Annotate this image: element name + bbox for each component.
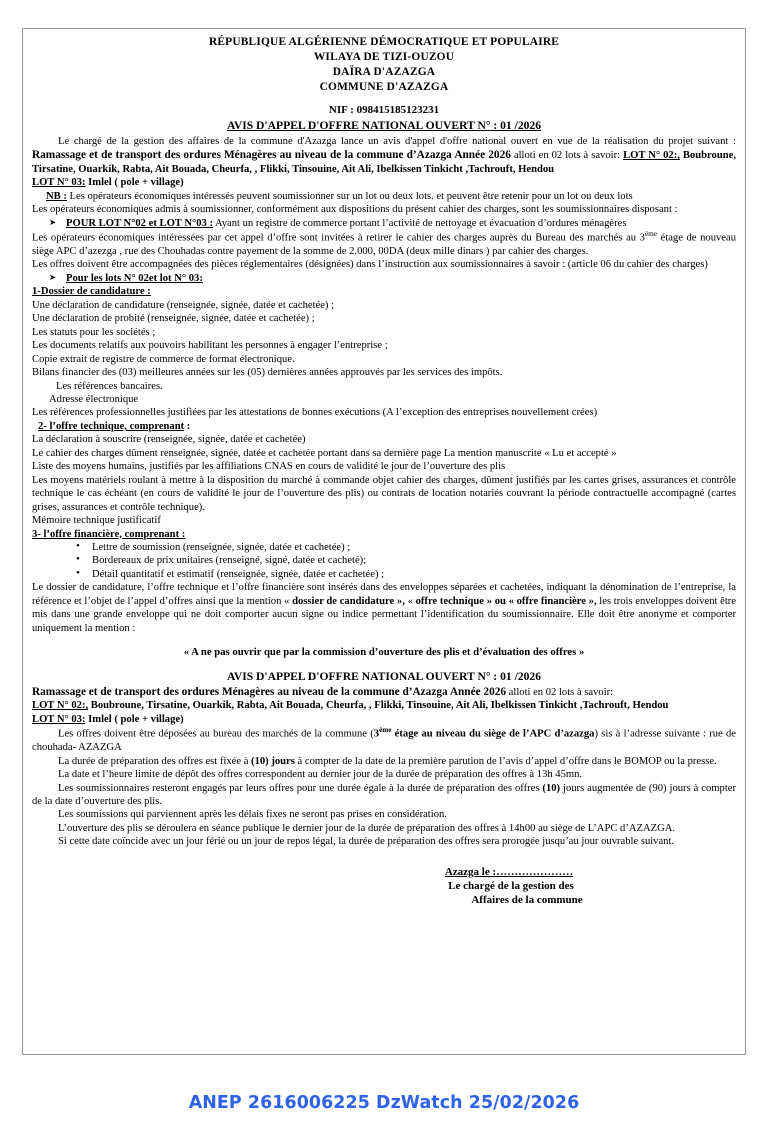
arrow-lots-text: Ayant un registre de commerce portant l’activité de nettoyage et évacuation d’ordures ménagères: [212, 217, 627, 229]
section2-item: Les moyens matériels roulant à mettre à la disposition du marché à commande objet cahier des charges, dûment justifiés par les cartes grises, assurances et contrôle technique le cas échéant (en cours de validité le jour de l’ouverture des plis) ou contrats de location notariés couvrant la période contractuelle accompagné (cartes grises, assurances et contrôle technique).: [32, 474, 736, 513]
signature-role-line-2: Affaires de la commune: [471, 894, 583, 907]
signature-block: [32, 865, 736, 908]
intro-object: Ramassage et de transport des ordures Ménagères au niveau de la commune d’Azazga Année 2026: [32, 149, 511, 162]
letterhead-line-1: RÉPUBLIQUE ALGÉRIENNE DÉMOCRATIQUE ET POPULAIRE: [208, 36, 560, 48]
section3-bullet: • Bordereaux de prix unitaires (renseigné, signé, datée et cacheté);: [32, 554, 736, 567]
recap-object-row: [32, 685, 736, 699]
engagement-text-a: Les soumissionnaires resteront engagés par leurs offres pour une durée égale à la durée de préparation des offres: [58, 782, 543, 794]
arrow-lots-label: POUR LOT N°02 et LOT N°03 :: [66, 217, 213, 229]
signature-date: Azazga le :…………………: [444, 865, 574, 878]
recap-object: Ramassage et de transport des ordures Ménagères au niveau de la commune d’Azazga Année 2026: [32, 685, 507, 698]
intro-text-a: Le chargé de la gestion des affaires de la commune d'Azazga lance un avis d'appel d'offre national ouvert en vue de la réalisation du projet suivant :: [58, 135, 736, 147]
intro-lot03-value: Imlel ( pole + village): [85, 177, 184, 189]
depot-text-c: ) sis à l’adresse suivante : rue de chouhada- AZAZGA: [32, 728, 736, 754]
enveloppes-bold-1: dossier de candidature »,: [292, 595, 405, 607]
arrow-item-pour-lots: [32, 272, 736, 285]
recap-lot02-list: Boubroune, Tirsatine, Ouarkik, Rabta, Ait Bouada, Cheurfa, , Flikki, Tinsouine, Ait Ali, Ibelkissen Tinkicht ,Tachrouft, Hendou: [88, 700, 669, 712]
ferie-paragraph: Si cette date coïncide avec un jour férié ou un jour de repos légal, la durée de préparation des offres sera prorogée jusqu’au jour ouvrable suivant.: [58, 836, 675, 848]
section2-title-text: 2- l’offre technique, comprenant: [38, 420, 185, 432]
nb-label: NB :: [46, 190, 67, 202]
intro-text-b: alloti en 02 lots à savoir:: [510, 150, 624, 162]
section3-bullet: • Lettre de soumission (renseignée, signée, datée et cachetée) ;: [32, 541, 736, 554]
limite-paragraph: La date et l’heure limite de dépôt des offres correspondent au dernier jour de la durée de préparation des offres à 13h 45mn.: [58, 769, 583, 781]
depot-text-a: Les offres doivent être déposées au bureau des marchés de la commune (: [58, 728, 374, 740]
enveloppes-mid: «: [404, 595, 416, 607]
intro-lot02-label: LOT N° 02:,: [623, 150, 680, 162]
section1-item: Les statuts pour les sociétés ;: [32, 326, 156, 338]
section2-title: [32, 420, 736, 433]
section1-sub-item: Adresse électronique: [49, 394, 139, 406]
letterhead-line-2: WILAYA DE TIZI-OUZOU: [313, 51, 455, 64]
signature-role-line-1: Le chargé de la gestion des: [448, 880, 574, 893]
section1-item: Copie extrait de registre de commerce de format électronique.: [32, 353, 295, 365]
nb-paragraph: [32, 190, 736, 203]
duree-text-c: à compter de la date de la première parution de l’avis d’appel d’offre dans le BOMOP ou la presse.: [294, 755, 717, 767]
recap-object-rest: alloti en 02 lots à savoir:: [506, 686, 614, 698]
letterhead-line-3: DAÏRA D'AZAZGA: [332, 66, 436, 79]
nb-paragraph-2: Les opérateurs économiques admis à soumissionner, conformément aux dispositions du présent cahier des charges, sont les soumissionnaires disposant :: [32, 204, 678, 216]
intro-paragraph: [32, 135, 736, 176]
intro-lot03-row: [32, 176, 736, 189]
tender-title: AVIS D'APPEL D'OFFRE NATIONAL OUVERT N° : 01 /2026: [226, 119, 542, 133]
section2-title-colon: :: [184, 420, 191, 432]
section2-item: Liste des moyens humains, justifiés par les affiliations CNAS en cours de validité le jour de l’ouverture des plis: [32, 461, 506, 473]
ouverture-paragraph: L’ouverture des plis se déroulera en séance publique le dernier jour de la durée de préparation des offres à 14h00 au siège de L’APC d’AZAZGA.: [58, 822, 676, 834]
retard-paragraph: Les soumissions qui parviennent après les délais fixes ne seront pas prises en considération.: [58, 809, 447, 821]
retrait-paragraph: [32, 230, 736, 258]
anep-footer: ANEP 2616006225 DzWatch 25/02/2026: [188, 1093, 580, 1113]
section2-item: Mémoire technique justificatif: [32, 515, 161, 527]
depot-floor-text: étage au niveau du siège de l’APC d’azazga: [391, 728, 595, 740]
section1-item: Une déclaration de candidature (renseignée, signée, datée et cachetée) ;: [32, 299, 335, 311]
arrow-pour-lots-label: Pour les lots N° 02et lot N° 03:: [66, 272, 203, 284]
retrait-text-b: étage de nouveau siège APC d’azezga , rue des Chouhadas contre payement de la somme de 2.000, 00DA (deux mille dinars ) par cahier des charges.: [32, 232, 736, 258]
section1-item: Une déclaration de probité (renseignée, signée, datée et cachetée) ;: [32, 313, 315, 325]
section2-item: La déclaration à souscrire (renseignée, signée, datée et cachetée): [32, 434, 306, 446]
section2-item: Le cahier des charges dûment renseignée, signée, datée et cachetée portant dans sa dernière page La mention manuscrite « Lu et accepté »: [32, 447, 617, 459]
depot-paragraph: [32, 726, 736, 754]
section1-sub-item: Les références bancaires.: [56, 380, 163, 392]
section1-item-last: Les références professionnelles justifiées par les attestations de bonnes exécutions (A l’exception des entreprises nouvellement crées): [32, 407, 598, 419]
engagement-days: (10): [542, 782, 561, 794]
document-body: [23, 29, 745, 908]
duree-days: (10) jours: [251, 755, 295, 767]
retrait-ordinal: ème: [644, 230, 657, 239]
section1-item: Les documents relatifs aux pouvoirs habilitant les personnes à engager l’entreprise ;: [32, 340, 388, 352]
enveloppes-text-b: les trois enveloppes doivent être mis dans une grande enveloppe qui ne doit comporter aucun signe ou indice permettant l’identification du soumissionnaire. Elle doit être anonyme et comporter uniquement la mention :: [32, 595, 737, 634]
pieces-paragraph: Les offres doivent être accompagnées des pièces réglementaires (désignées) dans l’instruction aux soumissionnaires à savoir : (article 06 du cahier des charges): [32, 259, 708, 271]
document-page: [22, 28, 746, 1055]
nb-text: Les opérateurs économiques intéressés peuvent soumissionner sur un lot ou deux lots. et peuvent être retenir pour un lot ou deux lots: [66, 190, 633, 202]
arrow-item-lots: [32, 217, 736, 230]
section3-title-text: 3- l’offre financière, comprenant :: [32, 528, 186, 540]
section3-bullet: • Détail quantitatif et estimatif (renseignée, signée, datée et cachetée) ;: [32, 568, 736, 581]
recap-lot02-label: LOT N° 02:,: [32, 700, 89, 712]
intro-lot03-label: LOT N° 03:: [32, 177, 86, 189]
engagement-paragraph: [32, 782, 736, 809]
retrait-text-a: Les opérateurs économiques intéressées par cet appel d’offre sont invitées à retirer le cahier des charges auprès du Bureau des marchés au 3: [32, 232, 645, 244]
section3-title: [32, 528, 736, 541]
depot-floor-number: 3: [373, 728, 380, 740]
letterhead: [32, 35, 736, 95]
section1-title-text: 1-Dossier de candidature :: [32, 286, 151, 298]
recap-lot03-row: [32, 713, 736, 726]
mention-anonyme: « A ne pas ouvrir que par la commission d’ouverture des plis et d’évaluation des offres »: [183, 645, 585, 658]
recap-lot03-label: LOT N° 03:: [32, 713, 86, 725]
enveloppes-paragraph: [32, 581, 736, 635]
nif-number: NIF : 098415185123231: [328, 104, 440, 117]
recap-tender-title: AVIS D'APPEL D'OFFRE NATIONAL OUVERT N° : 01 /2026: [226, 670, 542, 684]
duree-paragraph: [32, 755, 736, 768]
recap-lot03-value: Imlel ( pole + village): [85, 713, 184, 725]
section1-title: [32, 285, 736, 298]
enveloppes-text-a: Le dossier de candidature, l’offre technique et l’offre financière sont insérés dans des enveloppes séparées et cachetées, indiquant la dénomination de l’entreprise, la référence et l’objet de l’appel d’offres ainsi que la mention «: [32, 582, 736, 607]
section1-item: Bilans financier des (03) meilleures années sur les (05) dernières années approuvés par les services des impôts.: [32, 367, 503, 379]
engagement-text-c: jours augmentée de (90) jours à compter de la date d’ouverture des plis.: [32, 782, 737, 807]
enveloppes-bold-2: offre technique » ou « offre financière »,: [415, 595, 597, 607]
duree-text-a: La durée de préparation des offres est fixée à: [58, 755, 252, 767]
intro-lot02-list: Boubroune, Tirsatine, Ouarkik, Rabta, Ait Bouada, Cheurfa, , Flikki, Tinsouine, Ait Ali, Ibelkissen Tinkicht ,Tachrouft, Hendou: [32, 150, 736, 175]
depot-ordinal: ème: [379, 726, 392, 735]
recap-lot02-row: [32, 699, 736, 712]
letterhead-line-4: COMMUNE D'AZAZGA: [319, 81, 449, 94]
